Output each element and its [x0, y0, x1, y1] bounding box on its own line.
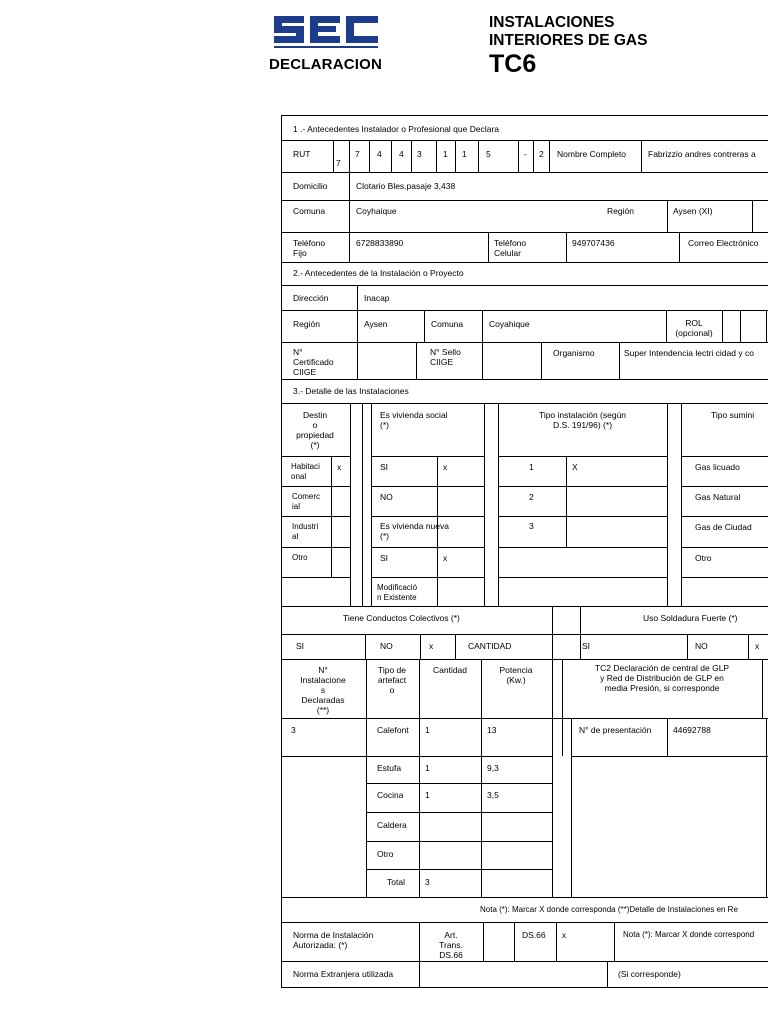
rule: [488, 232, 489, 262]
section2-title: 2.- Antecedentes de la Instalación o Proyecto: [293, 268, 464, 278]
tipo-instalacion-num: 3: [529, 521, 534, 531]
region2-label: Región: [293, 319, 320, 329]
rule: [533, 140, 534, 172]
rule: [349, 232, 350, 262]
rule: [481, 659, 482, 897]
rule: [281, 140, 768, 141]
norma-instalacion-label: Norma de Instalación Autorizada: (*): [293, 930, 374, 950]
correo-label: Correo Electrónico: [688, 238, 759, 248]
rule: [281, 232, 768, 233]
rule: [366, 783, 552, 784]
rule: [514, 922, 515, 961]
tipo-suministro-header: Tipo sumini: [711, 410, 755, 420]
vivienda-nueva-header: Es vivienda nueva (*): [380, 521, 449, 541]
direccion-label: Dirección: [293, 293, 329, 303]
destino-label: Comerc ial: [292, 492, 321, 511]
presentacion-label: N° de presentación: [579, 725, 652, 735]
rule: [436, 140, 437, 172]
colectivos-si: SI: [296, 641, 305, 651]
destino-label: Industri al: [292, 522, 319, 541]
rule: [614, 922, 615, 961]
rut-digit[interactable]: 3: [417, 149, 422, 159]
norma-extranjera-label: Norma Extranjera utilizada: [293, 969, 394, 979]
n-instalaciones-value[interactable]: 3: [291, 725, 296, 735]
rule: [419, 659, 420, 897]
art-trans-option: Art. Trans. DS.66: [439, 930, 463, 960]
artefacto-name: Estufa: [377, 763, 402, 773]
rule: [365, 634, 366, 659]
rule: [498, 577, 667, 578]
form-title-line1: INSTALACIONES: [489, 14, 615, 31]
rule: [281, 285, 768, 286]
rule: [667, 403, 668, 606]
comuna-value[interactable]: Coyhaique: [356, 206, 397, 216]
rule: [482, 342, 483, 379]
rule: [366, 841, 552, 842]
artefacto-cantidad[interactable]: 1: [425, 725, 430, 735]
ds66-option: DS.66: [522, 930, 546, 940]
comuna-label: Comuna: [293, 206, 326, 216]
rule: [281, 659, 768, 660]
suministro-gas-licuado: Gas licuado: [695, 462, 740, 472]
rut-dash: -: [524, 149, 527, 159]
colectivos-no-mark[interactable]: x: [429, 641, 434, 651]
rule: [498, 403, 499, 606]
telefono-fijo-value[interactable]: 6728833890: [356, 238, 404, 248]
domicilio-label: Domicilio: [293, 181, 328, 191]
rule: [667, 718, 668, 756]
rule: [681, 486, 768, 487]
rule: [766, 310, 767, 342]
sello-label: N° Sello CIIGE: [430, 347, 461, 367]
rule: [366, 756, 552, 757]
comuna2-label: Comuna: [431, 319, 464, 329]
destino-header: Destin o propiedad (*): [296, 410, 334, 450]
rut-digit[interactable]: 5: [486, 149, 491, 159]
rule: [552, 606, 553, 659]
tipo-artefacto-header: Tipo de artefact o: [377, 665, 407, 695]
rule: [281, 897, 768, 898]
telefono-celular-value[interactable]: 949707436: [572, 238, 615, 248]
rule: [281, 403, 768, 404]
artefacto-potencia[interactable]: 3,5: [487, 790, 499, 800]
rule: [391, 140, 392, 172]
rule: [748, 634, 749, 659]
rule: [762, 659, 763, 718]
rule: [350, 403, 351, 606]
rut-digit[interactable]: 1: [462, 149, 467, 159]
rule: [281, 486, 350, 487]
rule: [281, 456, 350, 457]
rule: [371, 486, 484, 487]
rule: [566, 456, 567, 547]
rule: [371, 456, 484, 457]
rule: [681, 403, 682, 606]
si-corresponde-note: (Si corresponde): [618, 969, 681, 979]
rut-label: RUT: [293, 149, 311, 159]
rule: [420, 634, 421, 659]
suministro-gas-natural: Gas Natural: [695, 492, 741, 502]
presentacion-value[interactable]: 44692788: [673, 725, 711, 735]
rule: [349, 200, 350, 232]
rule: [687, 634, 688, 659]
n-instalaciones-header: N° Instalacione s Declaradas (**): [300, 665, 346, 715]
rule: [281, 961, 768, 962]
rule: [349, 172, 350, 200]
rule: [281, 200, 768, 201]
tipo-instalacion-num: 2: [529, 492, 534, 502]
vivienda-social-header: Es vivienda social (*): [380, 410, 448, 430]
modificacion-existente: Modificació n Existente: [377, 583, 418, 602]
destino-label: Otro: [292, 553, 308, 562]
artefacto-name: Cocina: [377, 790, 404, 800]
ds66-mark[interactable]: x: [562, 930, 567, 940]
vivienda-nueva-si-mark[interactable]: x: [443, 553, 448, 563]
rule: [498, 547, 667, 548]
telefono-fijo-label: Teléfono Fijo: [293, 238, 326, 258]
cantidad-header: Cantidad: [432, 665, 468, 675]
rule: [681, 516, 768, 517]
rule: [281, 606, 768, 607]
artefacto-name: Caldera: [377, 820, 407, 830]
rule: [366, 812, 552, 813]
nota-norma: Nota (*): Marcar X donde correspond: [623, 930, 755, 939]
rule: [641, 140, 642, 172]
rule: [357, 342, 358, 379]
rut-digit[interactable]: 1: [443, 149, 448, 159]
rule: [349, 140, 350, 172]
soldadura-fuerte-label: Uso Soldadura Fuerte (*): [643, 613, 738, 623]
rule: [580, 606, 581, 659]
rule: [518, 140, 519, 172]
soldadura-no: NO: [695, 641, 708, 651]
region-value[interactable]: Aysen (XI): [673, 206, 713, 216]
section3-title: 3.- Detalle de las Instalaciones: [293, 386, 409, 396]
rule: [681, 547, 768, 548]
rule: [619, 342, 620, 379]
rule: [281, 516, 350, 517]
destino-label: Habitaci onal: [291, 462, 320, 481]
tipo-instalacion-header: Tipo instalación (según D.S. 191/96) (*): [538, 410, 627, 430]
rule: [281, 634, 768, 635]
rule: [424, 310, 425, 342]
rule: [562, 659, 563, 756]
rule: [362, 403, 363, 606]
nombre-value[interactable]: Fabrizzio andres contreras a: [648, 149, 756, 159]
section1-title: 1 .- Antecedentes Instalador o Profesional que Declara: [293, 124, 500, 134]
region2-value[interactable]: Aysen: [364, 319, 388, 329]
rule: [281, 310, 768, 311]
artefacto-name: Calefont: [377, 725, 409, 735]
rule: [455, 634, 456, 659]
artefacto-total-cantidad[interactable]: 3: [425, 877, 430, 887]
rule: [281, 262, 768, 263]
rule: [766, 718, 767, 897]
organismo-label: Organismo: [553, 348, 595, 358]
rule: [455, 140, 456, 172]
vivienda-social-no: NO: [380, 492, 393, 502]
rule: [722, 310, 723, 342]
rule: [357, 310, 358, 342]
artefacto-potencia[interactable]: 9,3: [487, 763, 499, 773]
sec-logo: [272, 14, 382, 54]
tipo-instalacion-mark[interactable]: X: [572, 462, 578, 472]
vivienda-nueva-si: SI: [380, 553, 389, 563]
rule: [357, 285, 358, 310]
nombre-label: Nombre Completo: [557, 149, 626, 159]
rule: [416, 342, 417, 379]
organismo-value[interactable]: Super Intendencia lectri cidad y co: [624, 348, 754, 358]
rut-digit[interactable]: 4: [399, 149, 404, 159]
rut-verifier[interactable]: 2: [539, 149, 544, 159]
telefono-celular-label: Teléfono Celular: [494, 238, 527, 258]
rut-digit[interactable]: 4: [377, 149, 382, 159]
rule: [281, 547, 350, 548]
region-label: Región: [607, 206, 634, 216]
colectivos-no: NO: [380, 641, 393, 651]
tipo-instalacion-num: 1: [529, 462, 534, 472]
rule: [281, 342, 768, 343]
rule: [478, 140, 479, 172]
artefacto-name: Otro: [377, 849, 394, 859]
rule: [681, 577, 768, 578]
rule: [333, 140, 334, 172]
vivienda-social-si: SI: [380, 462, 389, 472]
destino-mark[interactable]: x: [337, 462, 342, 472]
rule: [571, 756, 768, 757]
rule: [552, 659, 553, 897]
domicilio-value[interactable]: Clotario Bles.pasaje 3,438: [356, 181, 456, 191]
rule: [740, 310, 741, 342]
conductos-colectivos-label: Tiene Conductos Colectivos (*): [343, 613, 460, 623]
form-title-line2: INTERIORES DE GAS: [489, 32, 648, 49]
rule: [366, 869, 552, 870]
rule: [541, 342, 542, 379]
rule: [369, 140, 370, 172]
artefacto-cantidad[interactable]: 1: [425, 763, 430, 773]
rule: [607, 961, 608, 988]
suministro-gas-ciudad: Gas de Ciudad: [695, 522, 752, 532]
artefacto-potencia[interactable]: 13: [487, 725, 497, 735]
rule: [411, 140, 412, 172]
rule: [566, 232, 567, 262]
rule: [281, 756, 366, 757]
rule: [281, 172, 768, 173]
certificado-label: N° Certificado CIIGE: [293, 347, 334, 377]
rule: [281, 922, 768, 923]
rule: [371, 516, 484, 517]
rule: [666, 310, 667, 342]
potencia-header: Potencia (Kw.): [499, 665, 533, 685]
rol-label: ROL (opcional): [675, 318, 713, 338]
cantidad-label: CANTIDAD: [468, 641, 512, 651]
rule: [371, 577, 484, 578]
rule: [571, 718, 572, 897]
artefacto-cantidad[interactable]: 1: [425, 790, 430, 800]
rule: [549, 140, 550, 172]
rule: [752, 200, 753, 232]
rule: [482, 310, 483, 342]
rule: [371, 403, 372, 606]
rule: [679, 232, 680, 262]
soldadura-si: SI: [582, 641, 591, 651]
rule: [281, 379, 768, 380]
rule: [281, 577, 350, 578]
suministro-otro: Otro: [695, 553, 712, 563]
rut-digit[interactable]: 7: [336, 158, 341, 168]
form-code: TC6: [489, 50, 537, 78]
rule: [681, 456, 768, 457]
rut-digit[interactable]: 7: [355, 149, 360, 159]
rule: [556, 922, 557, 961]
rule: [498, 456, 667, 457]
rule: [483, 922, 484, 961]
rule: [371, 547, 484, 548]
declaracion-title: DECLARACION: [269, 56, 383, 73]
nota-detalle: Nota (*): Marcar X donde corresponda (**)Detalle de Instalaciones en Re: [480, 905, 738, 914]
rule: [281, 718, 768, 719]
rule: [331, 456, 332, 577]
vivienda-social-si-mark[interactable]: x: [443, 462, 448, 472]
comuna2-value[interactable]: Coyahique: [489, 319, 530, 329]
soldadura-no-mark[interactable]: x: [755, 641, 760, 651]
form-title: [489, 14, 647, 50]
rule: [484, 403, 485, 606]
rule: [498, 516, 667, 517]
direccion-value[interactable]: Inacap: [364, 293, 390, 303]
artefacto-total-label: Total: [387, 877, 405, 887]
rule: [498, 486, 667, 487]
tc2-header: TC2 Declaración de central de GLP y Red de Distribución de GLP en media Presión, si corresponde: [594, 663, 730, 693]
rule: [667, 200, 668, 232]
